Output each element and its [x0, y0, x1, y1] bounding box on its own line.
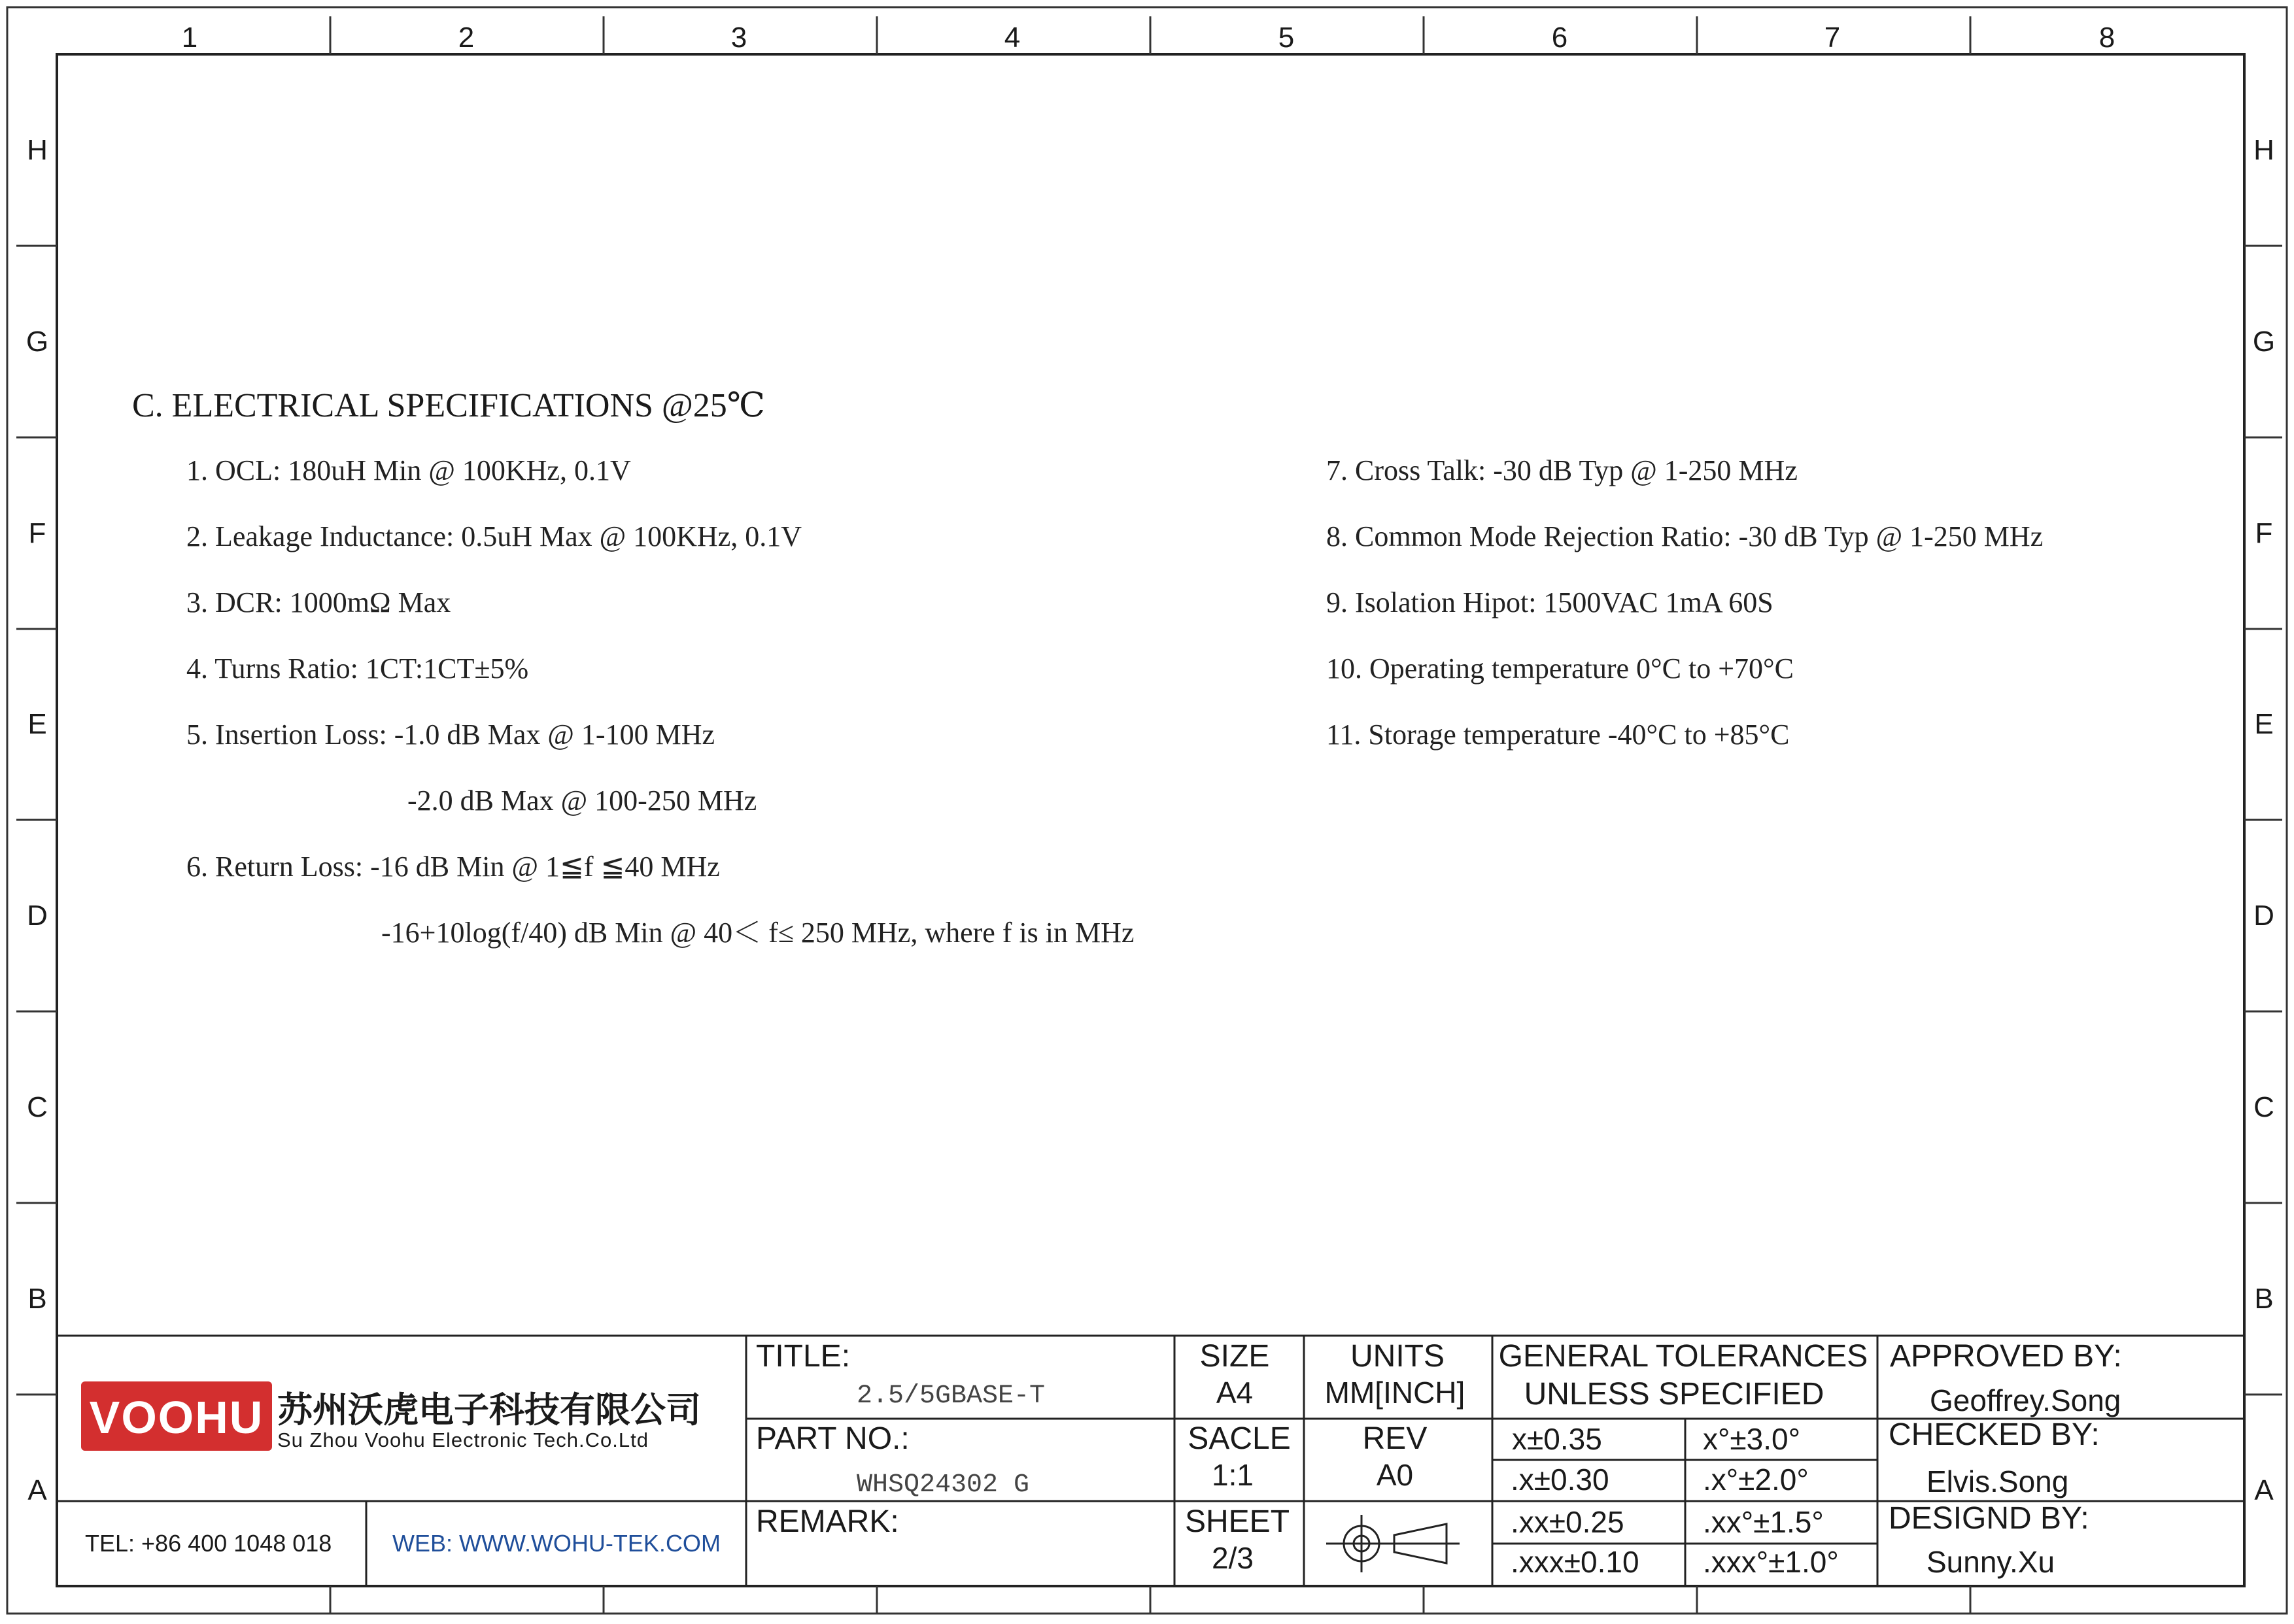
sheet-value: 2/3 — [1212, 1541, 1254, 1575]
spec-item: 11. Storage temperature -40°C to +85°C — [1326, 719, 1790, 751]
row-label: C — [27, 1091, 48, 1123]
row-label: A — [2254, 1474, 2274, 1506]
column-label: 6 — [1551, 22, 1568, 54]
remark-label: REMARK: — [756, 1504, 899, 1539]
checked-by-value: Elvis.Song — [1926, 1464, 2069, 1498]
column-label: 8 — [2098, 22, 2115, 54]
company-logo — [81, 1381, 272, 1451]
designed-by-value: Sunny.Xu — [1926, 1545, 2055, 1579]
row-label: B — [2254, 1283, 2274, 1315]
row-label: C — [2253, 1091, 2274, 1123]
row-label: E — [2254, 708, 2274, 740]
row-label: H — [2253, 134, 2274, 166]
tolerance-angular: .xx°±1.5° — [1703, 1505, 1824, 1539]
company-name-en: Su Zhou Voohu Electronic Tech.Co.Ltd — [277, 1429, 649, 1451]
units-label: UNITS — [1350, 1339, 1445, 1374]
title-value: 2.5/5GBASE-T — [857, 1381, 1046, 1411]
row-label: F — [2255, 517, 2273, 549]
tolerance-linear: .xxx±0.10 — [1511, 1545, 1639, 1579]
scale-value: 1:1 — [1212, 1458, 1254, 1492]
checked-by-label: CHECKED BY: — [1889, 1417, 2100, 1452]
units-value: MM[INCH] — [1324, 1376, 1465, 1410]
title-label: TITLE: — [756, 1339, 851, 1374]
part-no-label: PART NO.: — [756, 1421, 910, 1456]
column-label: 5 — [1278, 22, 1295, 54]
spec-item: 4. Turns Ratio: 1CT:1CT±5% — [186, 652, 529, 685]
row-label: G — [2252, 326, 2276, 358]
spec-item: 2. Leakage Inductance: 0.5uH Max @ 100KHz, 0.1V — [186, 520, 802, 552]
tolerance-linear: .xx±0.25 — [1511, 1505, 1624, 1539]
approved-by-value: Geoffrey.Song — [1930, 1383, 2121, 1417]
tolerance-angular: .xxx°±1.0° — [1703, 1545, 1839, 1579]
column-label: 1 — [181, 22, 198, 54]
tolerance-angular: x°±3.0° — [1703, 1422, 1800, 1456]
row-label: B — [27, 1283, 47, 1315]
spec-item: -2.0 dB Max @ 100-250 MHz — [407, 785, 757, 817]
row-label: G — [26, 326, 49, 358]
row-label: E — [27, 708, 47, 740]
electrical-specifications — [132, 387, 2043, 949]
designed-by-label: DESIGND BY: — [1889, 1501, 2089, 1536]
column-label: 4 — [1004, 22, 1021, 54]
tolerance-linear: x±0.35 — [1512, 1422, 1602, 1456]
spec-item: 3. DCR: 1000mΩ Max — [186, 586, 451, 618]
scale-label: SACLE — [1188, 1421, 1291, 1456]
tolerances-subheading: UNLESS SPECIFIED — [1524, 1377, 1824, 1412]
rev-label: REV — [1362, 1421, 1428, 1456]
projection-symbol-icon — [1326, 1515, 1460, 1572]
column-label: 7 — [1824, 22, 1841, 54]
size-value: A4 — [1216, 1376, 1254, 1410]
spec-heading: C. ELECTRICAL SPECIFICATIONS @25℃ — [132, 387, 765, 424]
row-label: F — [28, 517, 46, 549]
company-web: WEB: WWW.WOHU-TEK.COM — [392, 1530, 721, 1557]
row-label: H — [27, 134, 48, 166]
company-name-cn: 苏州沃虎电子科技有限公司 — [277, 1391, 701, 1430]
spec-item: 7. Cross Talk: -30 dB Typ @ 1-250 MHz — [1326, 454, 1798, 486]
tolerance-linear: .x±0.30 — [1511, 1463, 1609, 1497]
column-label: 3 — [730, 22, 747, 54]
tolerance-angular: .x°±2.0° — [1703, 1463, 1809, 1497]
row-label: D — [2253, 900, 2274, 932]
size-label: SIZE — [1199, 1339, 1270, 1374]
tolerances-heading: GENERAL TOLERANCES — [1498, 1339, 1868, 1374]
company-tel: TEL: +86 400 1048 018 — [85, 1530, 332, 1557]
rev-value: A0 — [1376, 1458, 1414, 1492]
row-label: A — [27, 1474, 47, 1506]
part-no-value: WHSQ24302 G — [857, 1470, 1030, 1500]
sheet-label: SHEET — [1184, 1504, 1290, 1539]
spec-item: 10. Operating temperature 0°C to +70°C — [1326, 652, 1794, 685]
column-label: 2 — [458, 22, 475, 54]
spec-item: 1. OCL: 180uH Min @ 100KHz, 0.1V — [186, 454, 631, 486]
logo-text: VOOHU — [89, 1392, 264, 1443]
spec-item: 5. Insertion Loss: -1.0 dB Max @ 1-100 MHz — [186, 719, 715, 751]
row-label: D — [27, 900, 48, 932]
spec-item: -16+10log(f/40) dB Min @ 40＜ f≤ 250 MHz, where f is in MHz — [381, 917, 1135, 949]
spec-item: 8. Common Mode Rejection Ratio: -30 dB Typ @ 1-250 MHz — [1326, 520, 2044, 552]
approved-by-label: APPROVED BY: — [1890, 1339, 2122, 1374]
column-labels — [182, 22, 2115, 54]
spec-item: 9. Isolation Hipot: 1500VAC 1mA 60S — [1326, 586, 1773, 618]
spec-item: 6. Return Loss: -16 dB Min @ 1≦f ≦40 MHz — [186, 851, 720, 883]
